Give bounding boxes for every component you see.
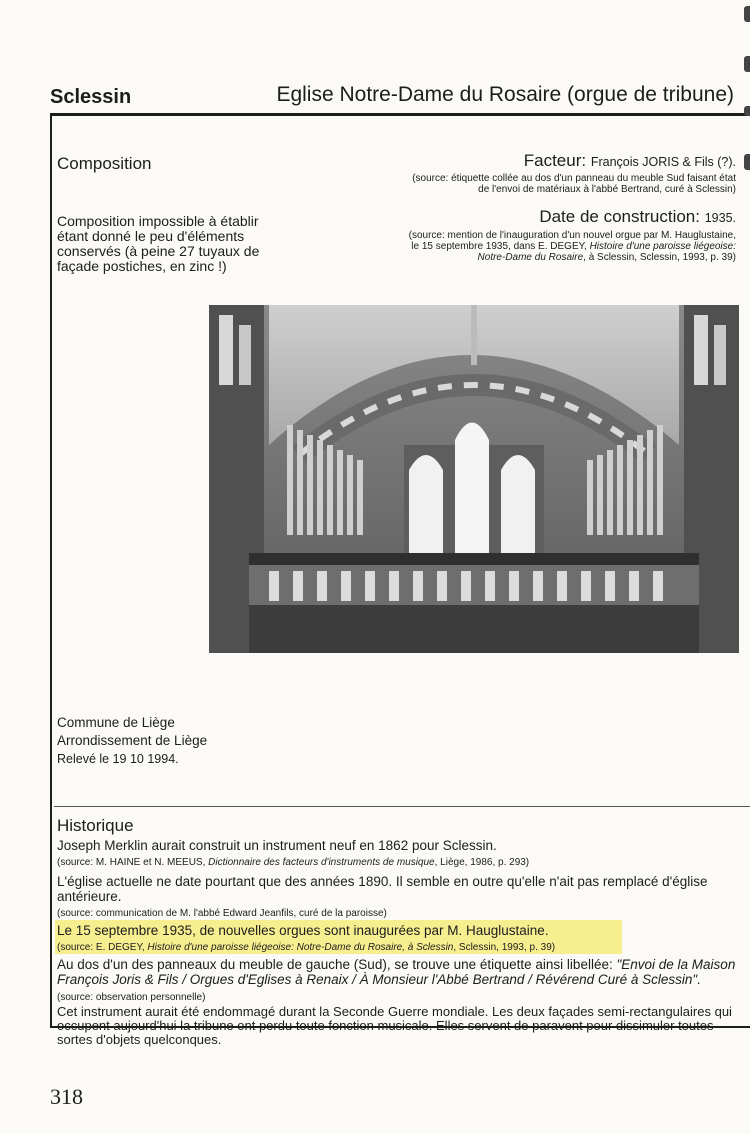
historique-title: Historique (57, 816, 134, 835)
edge-mark (744, 154, 750, 170)
historique-paragraph: Au dos d'un des panneaux du meuble de gauche (Sud), se trouve une étiquette ainsi libellée: "Envoi de la Maison François Joris & Fils / Orgues d'Eglises à Renaix / À Monsieur l'Abbé Bertrand / Révérend Curé à Sclessin". (57, 957, 736, 987)
historique-source: (source: E. DEGEY, Histoire d'une paroisse liégeoise: Notre-Dame du Rosaire, à Sclessin, Sclessin, 1993, p. 39) (57, 942, 556, 953)
page-number: 318 (50, 1084, 83, 1109)
edge-mark (744, 106, 750, 116)
organ-photo (209, 305, 739, 653)
date-value: 1935. (704, 211, 736, 225)
historique-paragraph-highlighted: Le 15 septembre 1935, de nouvelles orgues sont inaugurées par M. Hauglustaine. (57, 923, 549, 938)
facteur-source-line: de l'envoi de matériaux à l'abbé Bertrand, curé à Sclessin) (478, 184, 736, 195)
commune: Commune de Liège (57, 715, 175, 730)
historique-source: (source: M. HAINE et N. MEEUS, Dictionnaire des facteurs d'instruments de musique, Liège, 1986, p. 293) (57, 857, 530, 868)
date-source-line: le 15 septembre 1935, dans E. DEGEY, Histoire d'une paroisse liégeoise: (411, 241, 736, 252)
historique-paragraph: L'église actuelle ne date pourtant que des années 1890. Il semble en outre qu'elle n'ait pas remplacé d'église antérieure. (57, 874, 708, 904)
facteur-label: Facteur: (523, 151, 587, 170)
historique-source: (source: observation personnelle) (57, 992, 206, 1003)
facteur-source-line: (source: étiquette collée au dos d'un panneau du meuble Sud faisant état (412, 173, 736, 184)
date-source-line: (source: mention de l'inauguration d'un nouvel orgue par M. Hauglustaine, (408, 230, 736, 241)
facteur-source (346, 173, 736, 195)
date-source-line: Notre-Dame du Rosaire, à Sclessin, Sclessin, 1993, p. 39) (477, 252, 736, 263)
date-label: Date de construction: (539, 207, 700, 226)
header-title: Eglise Notre-Dame du Rosaire (orgue de tribune) (276, 83, 734, 106)
edge-mark (744, 56, 750, 72)
facteur-value: François JORIS & Fils (?). (590, 155, 736, 169)
composition-title: Composition (57, 154, 152, 173)
historique-paragraph: Cet instrument aurait été endommagé durant la Seconde Guerre mondiale. Les deux façades semi-rectangulaires qui sortes d'objets quelconques. (57, 1004, 732, 1047)
arrondissement: Arrondissement de Liège (57, 733, 208, 748)
historique-source: (source: communication de M. l'abbé Edward Jeanfils, curé de la paroisse) (57, 908, 387, 919)
footer-rule (50, 1026, 750, 1028)
facteur-line (524, 151, 736, 171)
date-line (539, 207, 736, 227)
edge-mark (744, 6, 750, 22)
releve-date: Relevé le 19 10 1994. (57, 752, 179, 766)
historique-paragraph: Joseph Merklin aurait construit un instrument neuf en 1862 pour Sclessin. (57, 838, 497, 853)
location-block (57, 714, 207, 750)
date-source (346, 230, 736, 263)
composition-text: Composition impossible à établir étant donné le peu d'éléments conservés (à peine 27 tuyaux de façade postiches, en zinc !) (57, 213, 260, 274)
header-place: Sclessin (50, 86, 132, 108)
section-rule (54, 806, 750, 807)
left-margin-rule (50, 116, 52, 1028)
header-rule (50, 113, 750, 116)
